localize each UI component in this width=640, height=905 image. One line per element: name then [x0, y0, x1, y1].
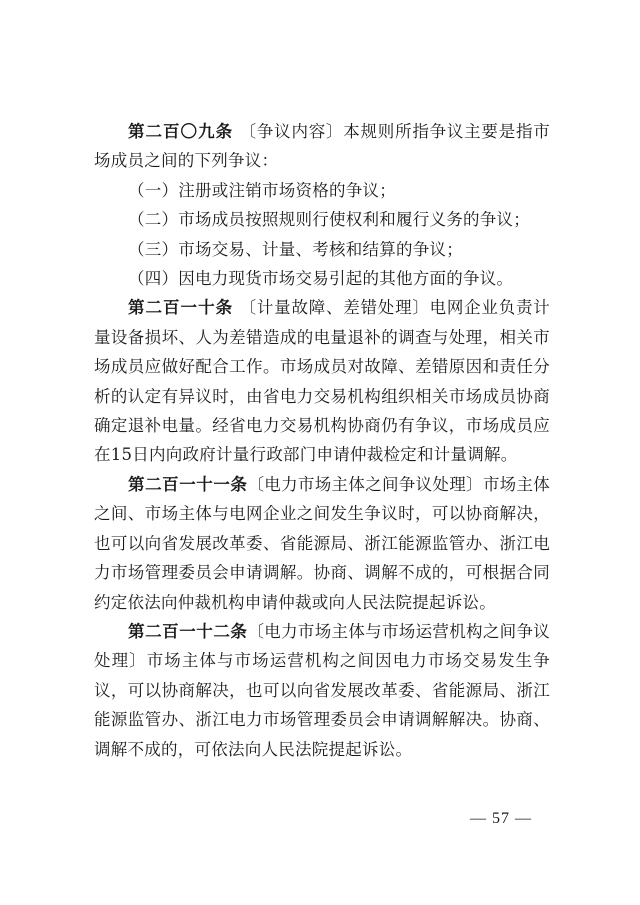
- article-210-text: 〔计量故障、差错处理〕电网企业负责计量设备损坏、人为差错造成的电量退补的调查与处理，相关市场成员应做好配合工作。市场成员对故障、差错原因和责任分析的认定有异议时，由省电力交易机构组织相关市场成员协商确定退补电量。经省电力交易机构协商仍有争议，市场成员应在15日内向政府计量行政部门申请仲裁检定和计量调解。: [94, 298, 551, 465]
- list-item-4: （四）因电力现货市场交易引起的其他方面的争议。: [128, 269, 514, 289]
- list-item-1: （一）注册或注销市场资格的争议；: [128, 180, 396, 200]
- article-212-text: 〔电力市场主体与市场运营机构之间争议处理〕市场主体与市场运营机构之间因电力市场交易发生争议，可以协商解决，也可以向省发展改革委、省能源局、浙江能源监管办、浙江电力市场管理委员会申请调解解决。协商、调解不成的，可依法向人民法院提起诉讼。: [94, 621, 550, 759]
- article-212-heading: 第二百一十二条: [128, 621, 248, 641]
- article-211-text: 〔电力市场主体之间争议处理〕市场主体之间、市场主体与电网企业之间发生争议时，可以协商解决，也可以向省发展改革委、省能源局、浙江能源监管办、浙江电力市场管理委员会申请调解。协商、调解不成的，可根据合同约定依法向仲裁机构申请仲裁或向人民法院提起诉讼。: [94, 474, 550, 612]
- article-211-heading: 第二百一十一条: [128, 474, 248, 494]
- article-209-text: 〔争议内容〕本规则所指争议主要是指市场成员之间的下列争议：: [94, 122, 551, 171]
- page-number: — 57 —: [470, 810, 532, 827]
- list-item-3: （三）市场交易、计量、考核和结算的争议；: [128, 239, 463, 259]
- article-212: [94, 617, 550, 764]
- article-210: [94, 293, 550, 469]
- list-item-2: （二）市场成员按照规则行使权利和履行义务的争议；: [128, 210, 530, 230]
- article-210-heading: 第二百一十条: [128, 298, 234, 318]
- article-209-heading: 第二百〇九条: [128, 122, 234, 141]
- document-body: [94, 117, 550, 764]
- article-211: [94, 470, 550, 617]
- article-209: [94, 117, 550, 176]
